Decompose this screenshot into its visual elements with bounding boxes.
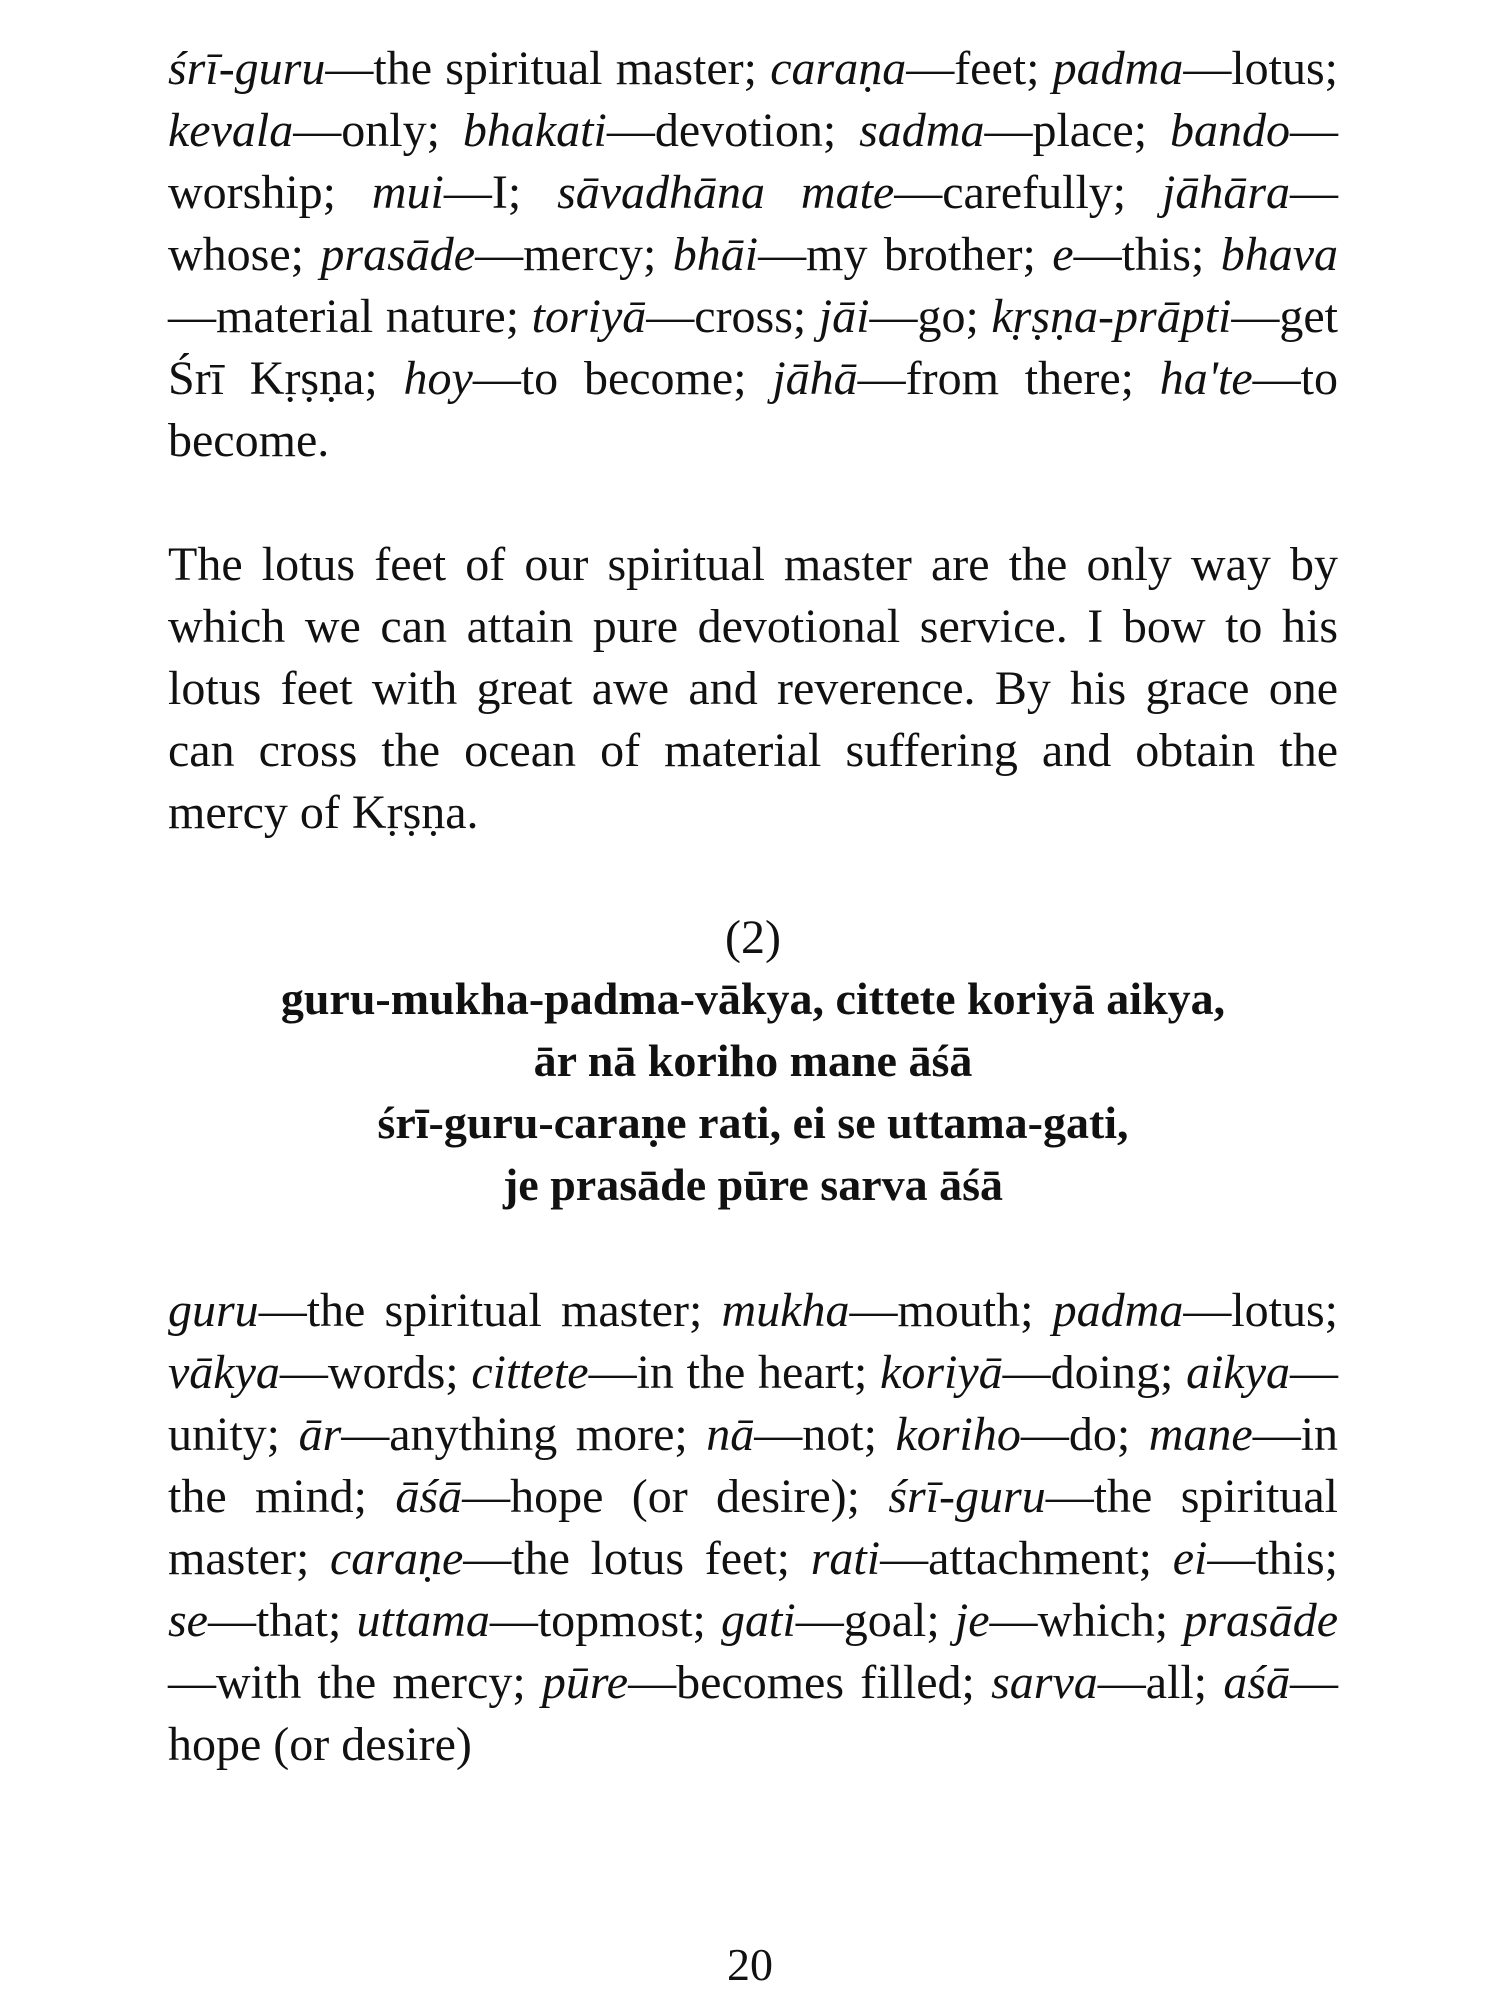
gloss-meaning: —the spiritual master; [325, 42, 771, 95]
gloss-term: āśā [395, 1470, 463, 1523]
verse-line: guru-mukha-padma-vākya, cittete koriyā aikya, [280, 973, 1226, 1024]
gloss-meaning: —lotus; [1183, 1284, 1339, 1337]
gloss-term: ār [298, 1408, 342, 1461]
gloss-meaning: —which; [989, 1594, 1184, 1647]
verse-number: (2) [725, 911, 781, 964]
gloss-term: mukha [721, 1284, 850, 1337]
verse-text [168, 968, 1338, 1216]
gloss-term: jāhā [772, 352, 858, 405]
gloss-term: vākya [168, 1346, 280, 1399]
gloss-meaning: —from there; [857, 352, 1160, 405]
gloss-meaning: —anything more; [341, 1408, 707, 1461]
gloss-term: gati [721, 1594, 796, 1647]
gloss-term: sarva [991, 1656, 1098, 1709]
gloss-term: bhava [1220, 228, 1339, 281]
gloss-meaning: —do; [1020, 1408, 1149, 1461]
gloss-meaning: —that; [207, 1594, 357, 1647]
gloss-term: guru [168, 1284, 259, 1337]
gloss-term: koriho [895, 1408, 1021, 1461]
gloss-meaning: —this; [1207, 1532, 1339, 1585]
gloss-term: caraṇe [330, 1532, 464, 1585]
gloss-term: koriyā [880, 1346, 1003, 1399]
gloss-meaning: —material nature; [168, 290, 532, 343]
gloss-meaning: —this; [1073, 228, 1221, 281]
gloss-meaning: —mouth; [849, 1284, 1053, 1337]
gloss-meaning: —only; [293, 104, 463, 157]
gloss-meaning: —to become; [472, 352, 773, 405]
gloss-term: toriyā [531, 290, 647, 343]
gloss-meaning: —cross; [646, 290, 819, 343]
gloss-meaning: —mercy; [475, 228, 673, 281]
gloss-meaning: —worship; [168, 104, 1339, 219]
verse-line: ār nā koriho mane āśā [533, 1035, 973, 1086]
gloss-term: jāhāra [1161, 166, 1290, 219]
gloss-term: bhāi [672, 228, 759, 281]
gloss-term: aśā [1223, 1656, 1290, 1709]
gloss-term: je [954, 1594, 990, 1647]
gloss-meaning: —hope (or desire); [462, 1470, 889, 1523]
gloss-term: jāi [818, 290, 870, 343]
gloss-meaning: —not; [754, 1408, 896, 1461]
verse-line: je prasāde pūre sarva āśā [502, 1159, 1004, 1210]
translation-1: The lotus feet of our spiritual master are the only way by which we can attain pure devotional service. I bow to his lotus feet with great awe and reverence. By his grace one can cross the ocean of material suffering and obtain the mercy of Kṛṣṇa. [168, 538, 1338, 839]
gloss-term: padma [1052, 1284, 1184, 1337]
gloss-meaning: —unity; [168, 1346, 1339, 1461]
gloss-term: nā [706, 1408, 755, 1461]
gloss-meaning: —all; [1097, 1656, 1224, 1709]
gloss-meaning: —hope (or desire) [168, 1656, 1338, 1771]
gloss-term: kevala [168, 104, 294, 157]
gloss-term: ha'te [1159, 352, 1253, 405]
gloss-meaning: —topmost; [489, 1594, 722, 1647]
gloss-meaning: —doing; [1002, 1346, 1187, 1399]
gloss-meaning: —to become. [168, 352, 1339, 467]
gloss-meaning: —devotion; [606, 104, 860, 157]
gloss-term: cittete [471, 1346, 589, 1399]
gloss-meaning: —becomes filled; [628, 1656, 992, 1709]
gloss-meaning: —lotus; [1183, 42, 1339, 95]
gloss-term: caraṇa [770, 42, 907, 95]
word-gloss-2 [168, 1280, 1338, 1776]
gloss-term: prasāde [320, 228, 476, 281]
gloss-term: bando [1170, 104, 1291, 157]
gloss-meaning: —carefully; [894, 166, 1162, 219]
gloss-term: śrī-guru [168, 42, 326, 95]
gloss-term: kṛṣṇa-prāpti [991, 290, 1232, 343]
gloss-term: e [1052, 228, 1074, 281]
gloss-meaning: —go; [869, 290, 992, 343]
verse-line: śrī-guru-caraṇe rati, ei se uttama-gati, [377, 1097, 1129, 1148]
gloss-meaning: —the spiritual master; [168, 1470, 1339, 1585]
gloss-meaning: —the spiritual master; [258, 1284, 722, 1337]
gloss-meaning: —goal; [795, 1594, 955, 1647]
gloss-term: bhakati [462, 104, 607, 157]
gloss-term: hoy [403, 352, 473, 405]
gloss-term: śrī-guru [888, 1470, 1046, 1523]
gloss-term: aikya [1186, 1346, 1291, 1399]
gloss-meaning: —place; [984, 104, 1171, 157]
gloss-meaning: —my brother; [758, 228, 1053, 281]
gloss-meaning: —in the heart; [588, 1346, 881, 1399]
page-content [168, 38, 1338, 1776]
gloss-meaning: —with the mercy; [168, 1656, 542, 1709]
gloss-meaning: —the lotus feet; [463, 1532, 811, 1585]
gloss-term: sadma [859, 104, 985, 157]
gloss-term: se [168, 1594, 208, 1647]
gloss-term: padma [1052, 42, 1184, 95]
gloss-term: sāvadhāna mate [557, 166, 895, 219]
gloss-meaning: —get Śrī Kṛṣṇa; [168, 290, 1338, 405]
gloss-term: uttama [356, 1594, 490, 1647]
gloss-meaning: —attachment; [880, 1532, 1173, 1585]
gloss-term: rati [810, 1532, 881, 1585]
gloss-meaning: —I; [443, 166, 558, 219]
gloss-meaning: —words; [279, 1346, 472, 1399]
gloss-term: mui [371, 166, 444, 219]
page-number: 20 [727, 1939, 773, 1990]
gloss-term: mane [1148, 1408, 1253, 1461]
gloss-term: pūre [541, 1656, 629, 1709]
gloss-term: ei [1172, 1532, 1208, 1585]
gloss-meaning: —feet; [906, 42, 1053, 95]
word-gloss-1 [168, 38, 1338, 472]
gloss-meaning: —in the mind; [168, 1408, 1339, 1523]
gloss-meaning: —whose; [168, 166, 1338, 281]
gloss-term: prasāde [1183, 1594, 1338, 1647]
